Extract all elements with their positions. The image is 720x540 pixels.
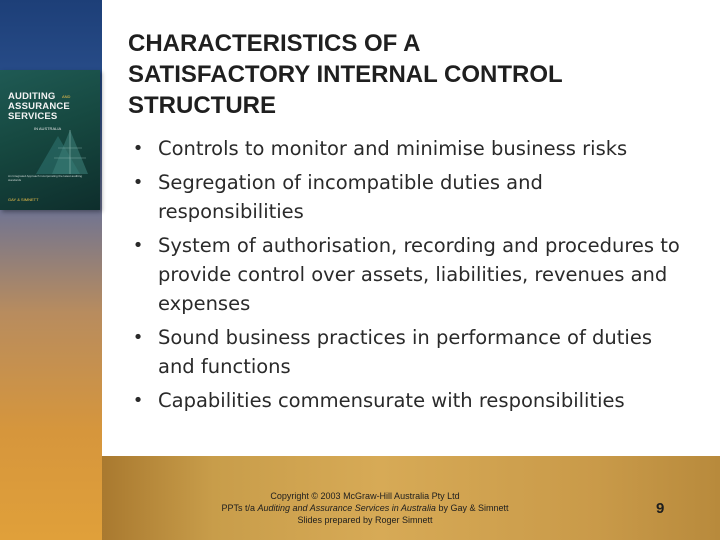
book-cover-image: [0, 70, 100, 210]
bullet-dot-icon: •: [132, 138, 144, 159]
bullet-item: [128, 134, 688, 163]
bullet-list: [128, 134, 688, 420]
bullet-dot-icon: •: [132, 327, 144, 348]
footer-credits: [180, 490, 550, 526]
bullet-item: [128, 386, 688, 415]
bullet-dot-icon: •: [132, 235, 144, 256]
book-title: AUDITING ASSURANCE SERVICES: [8, 91, 70, 122]
book-tagline: An Integrated Approach incorporating the latest auditing standards: [8, 174, 83, 182]
footer-ppt-line: PPTs t/a Auditing and Assurance Services in Australia by Gay & Simnett: [221, 503, 509, 513]
footer-copyright: Copyright © 2003 McGraw-Hill Australia Pty Ltd: [270, 491, 460, 501]
footer-book-title: Auditing and Assurance Services in Australia: [257, 503, 436, 513]
bullet-text: Segregation of incompatible duties and responsibilities: [158, 171, 543, 223]
bullet-item: [128, 323, 688, 381]
bullet-text: Controls to monitor and minimise business risks: [158, 137, 628, 160]
bullet-text: System of authorisation, recording and procedures to provide control over assets, liabilities, revenues and expenses: [158, 234, 680, 315]
page-number: 9: [656, 500, 665, 517]
bullet-item: [128, 168, 688, 226]
slide-title: CHARACTERISTICS OF A SATISFACTORY INTERNAL CONTROL STRUCTURE: [128, 30, 563, 119]
bullet-dot-icon: •: [132, 390, 144, 411]
book-title-conj: AND: [62, 94, 71, 99]
bullet-text: Capabilities commensurate with responsibilities: [158, 389, 625, 412]
bullet-text: Sound business practices in performance of duties and functions: [158, 326, 653, 378]
footer-prepared-by: Slides prepared by Roger Simnett: [297, 515, 433, 525]
book-subtitle: IN AUSTRALIA: [34, 126, 62, 131]
building-illustration: [36, 128, 100, 174]
bullet-item: [128, 231, 688, 318]
book-author: GAY & SIMNETT: [8, 197, 39, 202]
bullet-dot-icon: •: [132, 172, 144, 193]
